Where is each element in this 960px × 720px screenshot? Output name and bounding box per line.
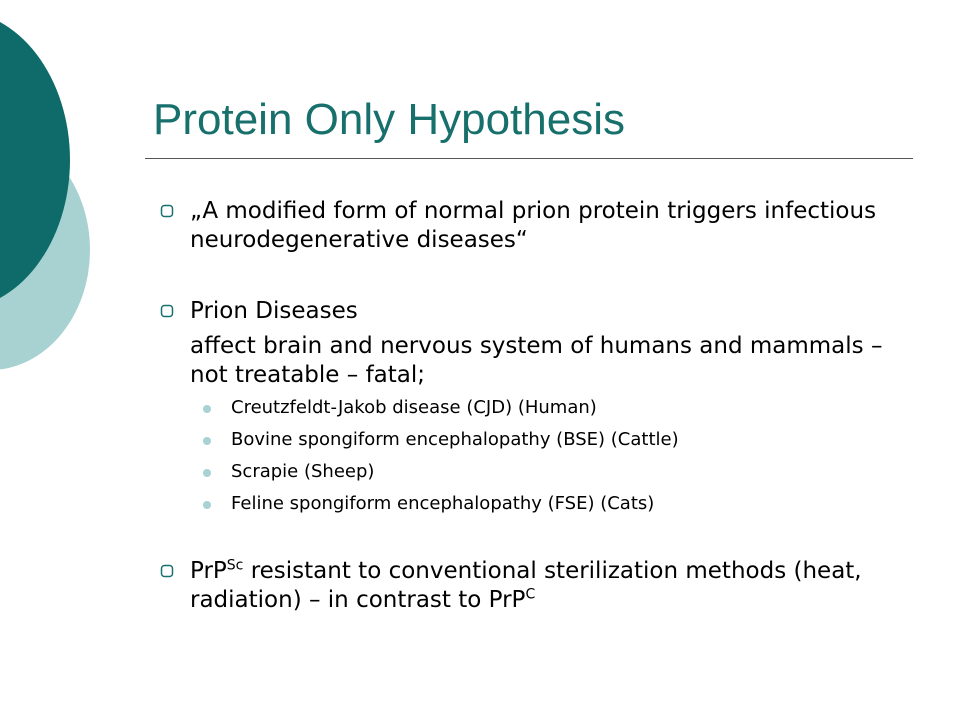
- hollow-square-bullet-icon: [160, 304, 174, 318]
- hollow-square-bullet-icon: [160, 564, 174, 578]
- title-divider: [145, 158, 913, 159]
- sterilization-text: resistant to conventional sterilization methods (heat, radiation) – in contrast to PrP: [190, 558, 862, 613]
- prp-c-superscript: C: [525, 586, 536, 603]
- slide-title: Protein Only Hypothesis: [153, 95, 625, 144]
- hollow-square-bullet-icon: [160, 204, 174, 218]
- disease-label: Scrapie (Sheep): [231, 461, 375, 482]
- round-dot-bullet-icon: [203, 501, 211, 509]
- prp-sc-superscript: Sc: [226, 557, 244, 574]
- prp-label: PrP: [190, 558, 227, 584]
- bullet-text: „A modified form of normal prion protein triggers infectious neurodegenerative diseases“: [190, 198, 877, 253]
- disease-label: Bovine spongiform encephalopathy (BSE) (Cattle): [231, 429, 679, 450]
- bullet-text: Prion Diseases: [190, 298, 358, 324]
- disease-label: Creutzfeldt-Jakob disease (CJD) (Human): [231, 397, 597, 418]
- prion-diseases-description: affect brain and nervous system of humans and mammals – not treatable – fatal;: [190, 333, 883, 388]
- round-dot-bullet-icon: [203, 405, 211, 413]
- round-dot-bullet-icon: [203, 469, 211, 477]
- disease-label: Feline spongiform encephalopathy (FSE) (Cats): [231, 493, 655, 514]
- bullet-text: [190, 557, 880, 615]
- round-dot-bullet-icon: [203, 437, 211, 445]
